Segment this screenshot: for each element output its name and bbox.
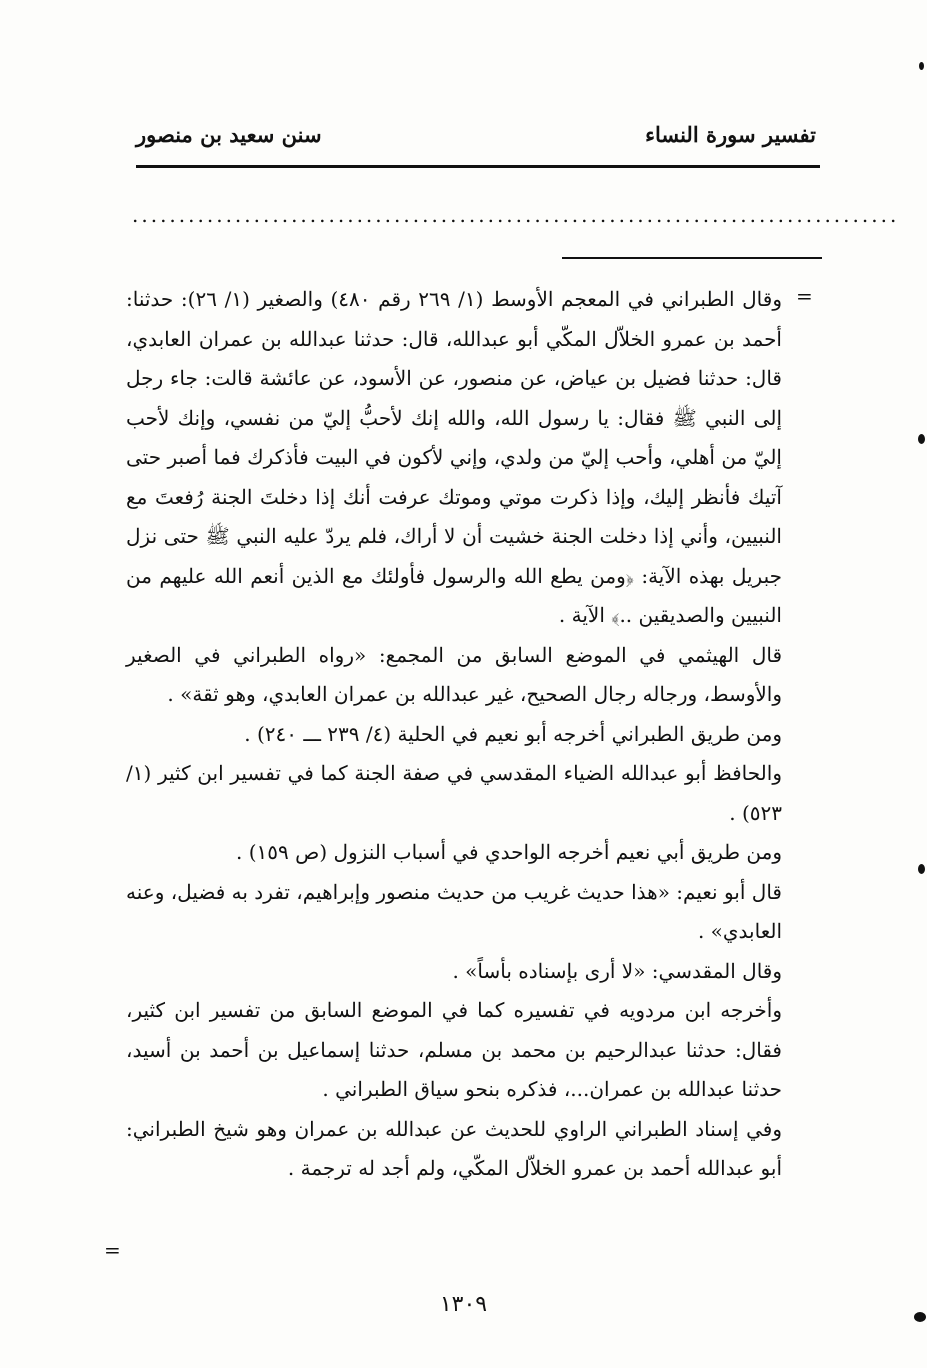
scan-mark [914,1312,926,1322]
paragraph-9: وفي إسناد الطبراني الراوي للحديث عن عبدالله بن عمران وهو شيخ الطبراني: أبو عبدالله أحمد بن عمرو الخلاّل المكّي، ولم أجد له ترجمة . [126,1116,782,1180]
header-surah-title: تفسير سورة النساء [645,122,816,147]
scan-mark [918,864,925,874]
paragraph-2: قال الهيثمي في الموضع السابق من المجمع: «رواه الطبراني في الصغير والأوسط، ورجاله رجال الصحيح، غير عبدالله بن عمران العابدي، وهو ثقة» . [126,642,782,706]
paragraph-5: ومن طريق أبي نعيم أخرجه الواحدي في أسباب النزول (ص ١٥٩) . [236,840,782,864]
dotted-separator: .................................................................................. [132,203,900,227]
continuation-mark-top: = [796,284,813,308]
paragraph-1: وقال الطبراني في المعجم الأوسط (١/ ٢٦٩ رقم ٤٨٠) والصغير (١/ ٢٦): حدثنا: أحمد بن عمرو الخلاّل المكّي أبو عبدالله، قال: حدثنا عبدالله بن عمران العابدي، قال: حدثنا فضيل بن عياض، عن منصور، عن الأسود، عن عائشة قالت: جاء رجل إلى النبي ﷺ فقال: يا رسول الله، والله إنك لأحبُّ إليّ من نفسي، وإنك لأحب إليّ من أهلي، وأحب إليّ من ولدي، وإني لأكون في البيت فأذكرك فما أصبر حتى آتيك فأنظر إليك، وإذا ذكرت موتي وموتك عرفت أنك إذا دخلتَ الجنة رُفعتَ مع النبيين، وأني إذا دخلت الجنة خشيت أن لا أراك، فلم يردّ عليه النبي ﷺ حتى نزل جبريل بهذه الآية: ﴿ومن يطع الله والرسول فأولئك مع الذين أنعم الله عليهم من النبيين والصديقين ..﴾ الآية . [126,287,782,627]
footnote-body [126,280,782,1189]
scan-mark [919,62,924,70]
page-number: ١٣٠٩ [439,1292,488,1317]
scan-mark [918,434,925,444]
paragraph-4: والحافظ أبو عبدالله الضياء المقدسي في صفة الجنة كما في تفسير ابن كثير (١/ ٥٢٣) . [126,761,782,825]
footnote-rule [562,257,822,259]
paragraph-6: قال أبو نعيم: «هذا حديث غريب من حديث منصور وإبراهيم، تفرد به فضيل، وعنه العابدي» . [126,879,782,943]
paragraph-7: وقال المقدسي: «لا أرى بإسناده بأساً» . [452,958,782,983]
header-rule [136,165,820,168]
continuation-mark-bottom: = [104,1238,121,1262]
page-header [136,118,816,158]
header-book-title: سنن سعيد بن منصور [136,122,322,147]
paragraph-3: ومن طريق الطبراني أخرجه أبو نعيم في الحلية (٤/ ٢٣٩ ـــ ٢٤٠) . [244,721,782,746]
paragraph-8: وأخرجه ابن مردويه في تفسيره كما في الموضع السابق من تفسير ابن كثير، فقال: حدثنا عبدالرحيم بن محمد بن مسلم، حدثنا إسماعيل بن أحمد بن أسيد، حدثنا عبدالله بن عمران...، فذكره بنحو سياق الطبراني . [126,998,782,1101]
